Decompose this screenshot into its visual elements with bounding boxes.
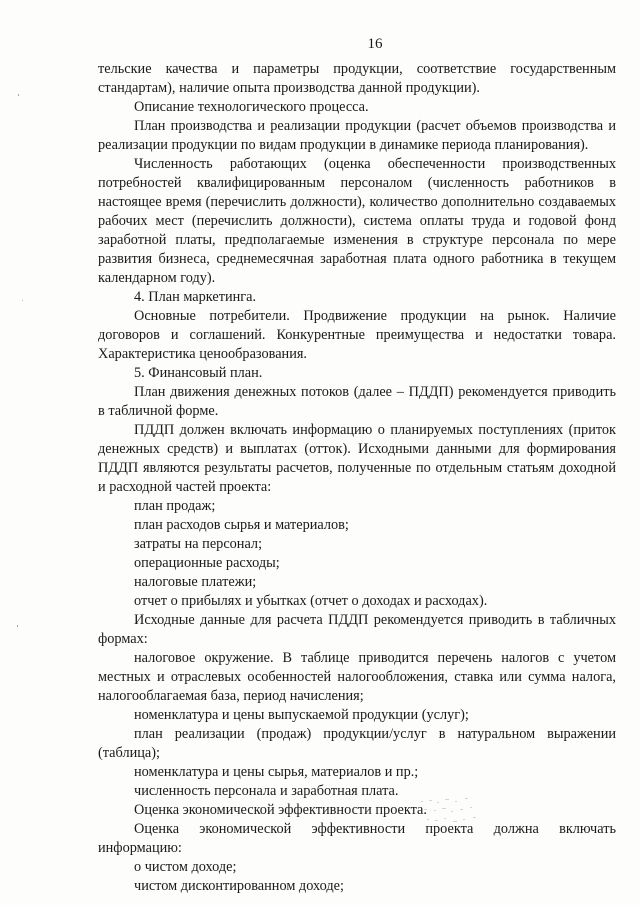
paragraph: План движения денежных потоков (далее – ПДДП) рекомендуется приводить в табличной форме. — [98, 384, 616, 419]
paragraph: План производства и реализации продукции (расчет объемов производства и реализации продукции по видам продукции в динамике периода планирования). — [98, 118, 616, 153]
section-heading: 5. Финансовый план. — [134, 365, 263, 381]
list-item: номенклатура и цены сырья, материалов и пр.; — [134, 764, 419, 780]
list-item: номенклатура и цены выпускаемой продукции (услуг); — [134, 707, 469, 723]
section-heading: Оценка экономической эффективности проекта. — [134, 802, 427, 818]
paragraph: тельские качества и параметры продукции, соответствие государственным стандартам), наличие опыта производства данной продукции). — [98, 61, 616, 96]
list-item: отчет о прибылях и убытках (отчет о доходах и расходах). — [134, 593, 488, 609]
list-item: операционные расходы; — [134, 555, 280, 571]
paragraph: ПДДП должен включать информацию о планируемых поступлениях (приток денежных средств) и выплатах (отток). Исходными данными для формирования ПДДП являются результаты расчетов, полученные по отдельным статьям доходной и расходной частей проекта: — [98, 422, 616, 495]
paragraph: Исходные данные для расчета ПДДП рекомендуется приводить в табличных формах: — [98, 612, 616, 647]
scan-speck — [17, 625, 18, 627]
list-item: о чистом доходе; — [134, 859, 237, 875]
list-item: затраты на персонал; — [134, 536, 263, 552]
list-item: план реализации (продаж) продукции/услуг в натуральном выражении (таблица); — [98, 726, 616, 761]
page-body — [98, 60, 616, 896]
list-item: план расходов сырья и материалов; — [134, 517, 349, 533]
list-item: численность персонала и заработная плата. — [134, 783, 399, 799]
list-item: налоговое окружение. В таблице приводится перечень налогов с учетом местных и отраслевых особенностей налогообложения, ставка или сумма налога, налогооблагаемая база, период начисления; — [98, 650, 616, 704]
page-number: 16 — [367, 36, 383, 52]
scan-speck — [22, 300, 23, 301]
paragraph: Основные потребители. Продвижение продукции на рынок. Наличие договоров и соглашений. Конкурентные преимущества и недостатки товара. Характеристика ценообразования. — [98, 308, 616, 362]
scan-speck — [18, 94, 19, 96]
list-item: налоговые платежи; — [134, 574, 257, 590]
paragraph: Оценка экономической эффективности проекта должна включать информацию: — [98, 821, 616, 856]
faint-stamp-mark — [415, 795, 505, 829]
section-heading: 4. План маркетинга. — [134, 289, 257, 305]
paragraph: Описание технологического процесса. — [134, 99, 369, 115]
paragraph: Численность работающих (оценка обеспеченности производственных потребностей квалифицированным персоналом (численность работников в настоящее время (перечислить должности), количество дополнительно создаваемых рабочих мест (перечислить должности), система оплаты труда и годовой фонд заработной платы, предполагаемые изменения в структуре персонала по мере развития бизнеса, среднемесячная заработная плата одного работника в текущем календарном году). — [98, 156, 616, 286]
list-item: чистом дисконтированном доходе; — [134, 878, 344, 894]
list-item: план продаж; — [134, 498, 216, 514]
